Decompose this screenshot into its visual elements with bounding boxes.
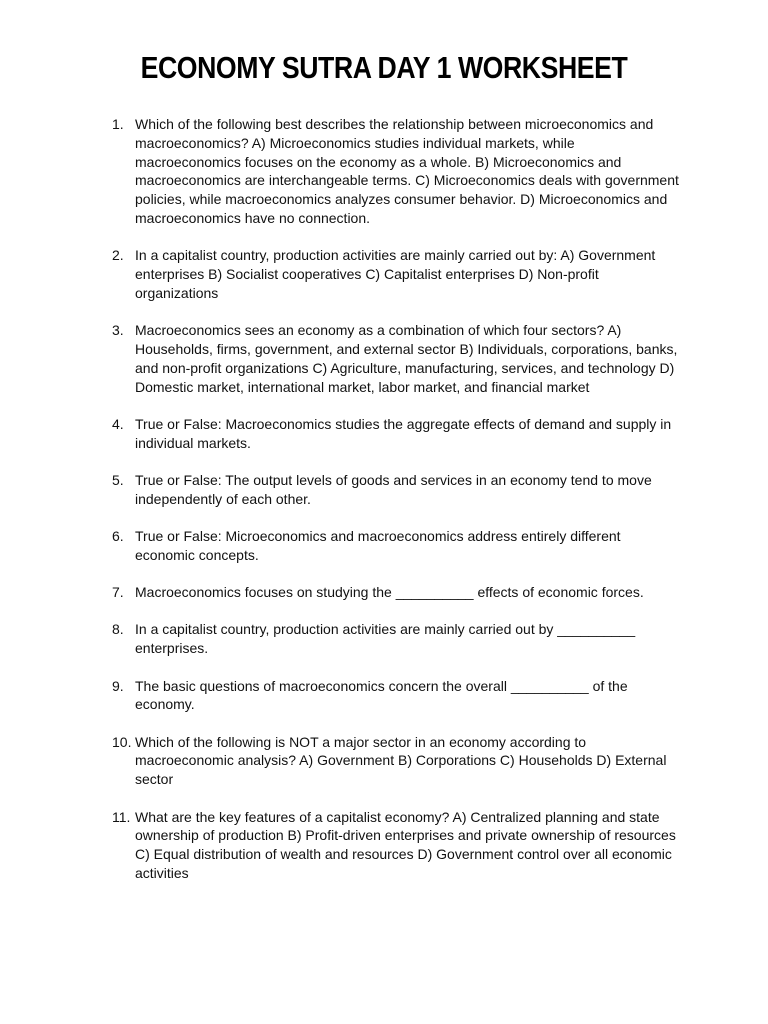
question-item <box>112 620 682 658</box>
question-text: In a capitalist country, production activities are mainly carried out by: A) Government enterprises B) Socialist cooperatives C) Capitalist enterprises D) Non-profit organizations <box>135 247 656 301</box>
question-item <box>112 808 682 883</box>
question-number: 2. <box>112 247 124 264</box>
question-item <box>112 677 682 715</box>
question-number: 3. <box>112 322 124 339</box>
question-item <box>112 583 682 602</box>
question-number: 10. <box>112 733 132 750</box>
question-item <box>112 527 682 565</box>
question-item <box>112 733 682 789</box>
question-item <box>112 321 682 396</box>
question-number: 1. <box>112 116 124 132</box>
question-list <box>112 115 682 901</box>
question-number: 8. <box>112 621 124 638</box>
question-number: 6. <box>112 528 124 545</box>
question-number: 4. <box>112 415 124 432</box>
question-item <box>112 115 682 228</box>
question-number: 7. <box>112 584 124 601</box>
question-item <box>112 415 682 453</box>
question-number: 9. <box>112 677 124 694</box>
question-number: 11. <box>112 808 131 825</box>
question-text: True or False: The output levels of goods and services in an economy tend to move independently of each other. <box>135 471 652 507</box>
question-text: Which of the following best describes the relationship between microeconomics and macroeconomics? A) Microeconomics studies individual markets, while macroeconomics focuses on the economy as a whole. B) Microeconomics and macroeconomics are interchangeable terms. C) Microeconomics deals with government policies, while macroeconomics analyzes consumer behavior. D) Microeconomics and macroeconomics have no connection. <box>135 116 679 226</box>
question-text: Macroeconomics focuses on studying the __________ effects of economic forces. <box>135 584 644 601</box>
question-text: What are the key features of a capitalist economy? A) Centralized planning and state ownership of production B) Profit-driven enterprises and private ownership of resources C) Equal distribution of wealth and resources D) Government control over all economic activities <box>135 808 676 881</box>
question-text: True or False: Macroeconomics studies the aggregate effects of demand and supply in individual markets. <box>135 415 672 451</box>
question-text: In a capitalist country, production activities are mainly carried out by __________ enterprises. <box>135 621 636 657</box>
question-item <box>112 246 682 302</box>
question-item <box>112 471 682 509</box>
question-text: Macroeconomics sees an economy as a combination of which four sectors? A) Households, firms, government, and external sector B) Individuals, corporations, banks, and non-profit organizations C) Agriculture, manufacturing, services, and technology D) Domestic market, international market, labor market, and financial market <box>135 322 678 395</box>
question-text: The basic questions of macroeconomics concern the overall __________ of the economy. <box>135 677 628 713</box>
question-number: 5. <box>112 471 124 488</box>
page-title: ECONOMY SUTRA DAY 1 WORKSHEET <box>140 50 628 85</box>
question-text: True or False: Microeconomics and macroeconomics address entirely different economic concepts. <box>135 528 621 563</box>
question-text: Which of the following is NOT a major sector in an economy according to macroeconomic analysis? A) Government B) Corporations C) Households D) External sector <box>135 733 667 788</box>
